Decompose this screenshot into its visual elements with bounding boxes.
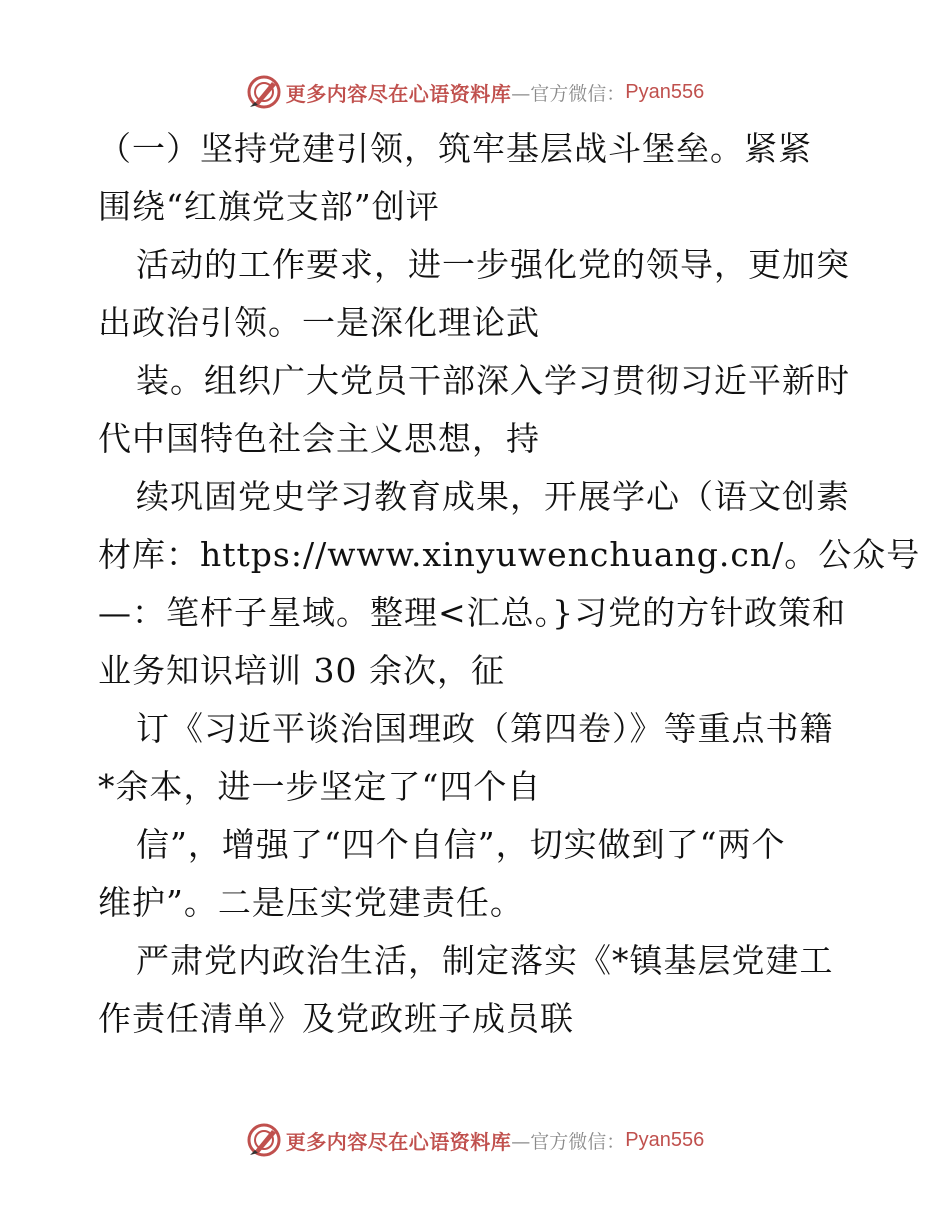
text-line: 维护”。二是压实党建责任。 [98, 883, 524, 922]
footer-main-text: 更多内容尽在心语资料库 [285, 1129, 512, 1154]
body-text [98, 120, 921, 1048]
text-line: 续巩固党史学习教育成果，开展学心（语文创素 [136, 477, 850, 516]
text-line: 材库：https://www.xinyuwenchuang.cn/。公众号 [98, 535, 921, 574]
text-line: （一）坚持党建引领，筑牢基层战斗堡垒。紧紧 [98, 129, 812, 168]
text-line: 活动的工作要求，进一步强化党的领导，更加突 [136, 245, 850, 284]
text-line: 订《习近平谈治国理政（第四卷）》等重点书籍 [136, 709, 834, 748]
text-line: 信”，增强了“四个自信”，切实做到了“两个 [136, 825, 786, 864]
text-line: 装。组织广大党员干部深入学习贯彻习近平新时 [136, 361, 850, 400]
header-sub-text: —官方微信： [511, 82, 626, 105]
header-main-text: 更多内容尽在心语资料库 [285, 81, 512, 106]
header-wechat-id: Pyan556 [625, 80, 705, 103]
text-line: —：笔杆子星域。整理<汇总。}习党的方针政策和 [98, 593, 847, 632]
footer-banner [0, 1120, 950, 1160]
text-line: 严肃党内政治生活，制定落实《*镇基层党建工 [136, 941, 834, 980]
text-line: 作责任清单》及党政班子成员联 [98, 999, 574, 1038]
pen-logo-icon [246, 74, 282, 110]
text-line: 业务知识培训 30 余次，征 [98, 651, 505, 690]
text-line: 围绕“红旗党支部”创评 [98, 187, 440, 226]
footer-sub-text: —官方微信： [511, 1130, 626, 1153]
pen-logo-icon [246, 1122, 282, 1158]
text-line: 出政治引领。一是深化理论武 [98, 303, 540, 342]
footer-wechat-id: Pyan556 [625, 1128, 705, 1151]
text-line: *余本，进一步坚定了“四个自 [98, 767, 542, 806]
header-banner [0, 72, 950, 112]
text-line: 代中国特色社会主义思想，持 [98, 419, 540, 458]
